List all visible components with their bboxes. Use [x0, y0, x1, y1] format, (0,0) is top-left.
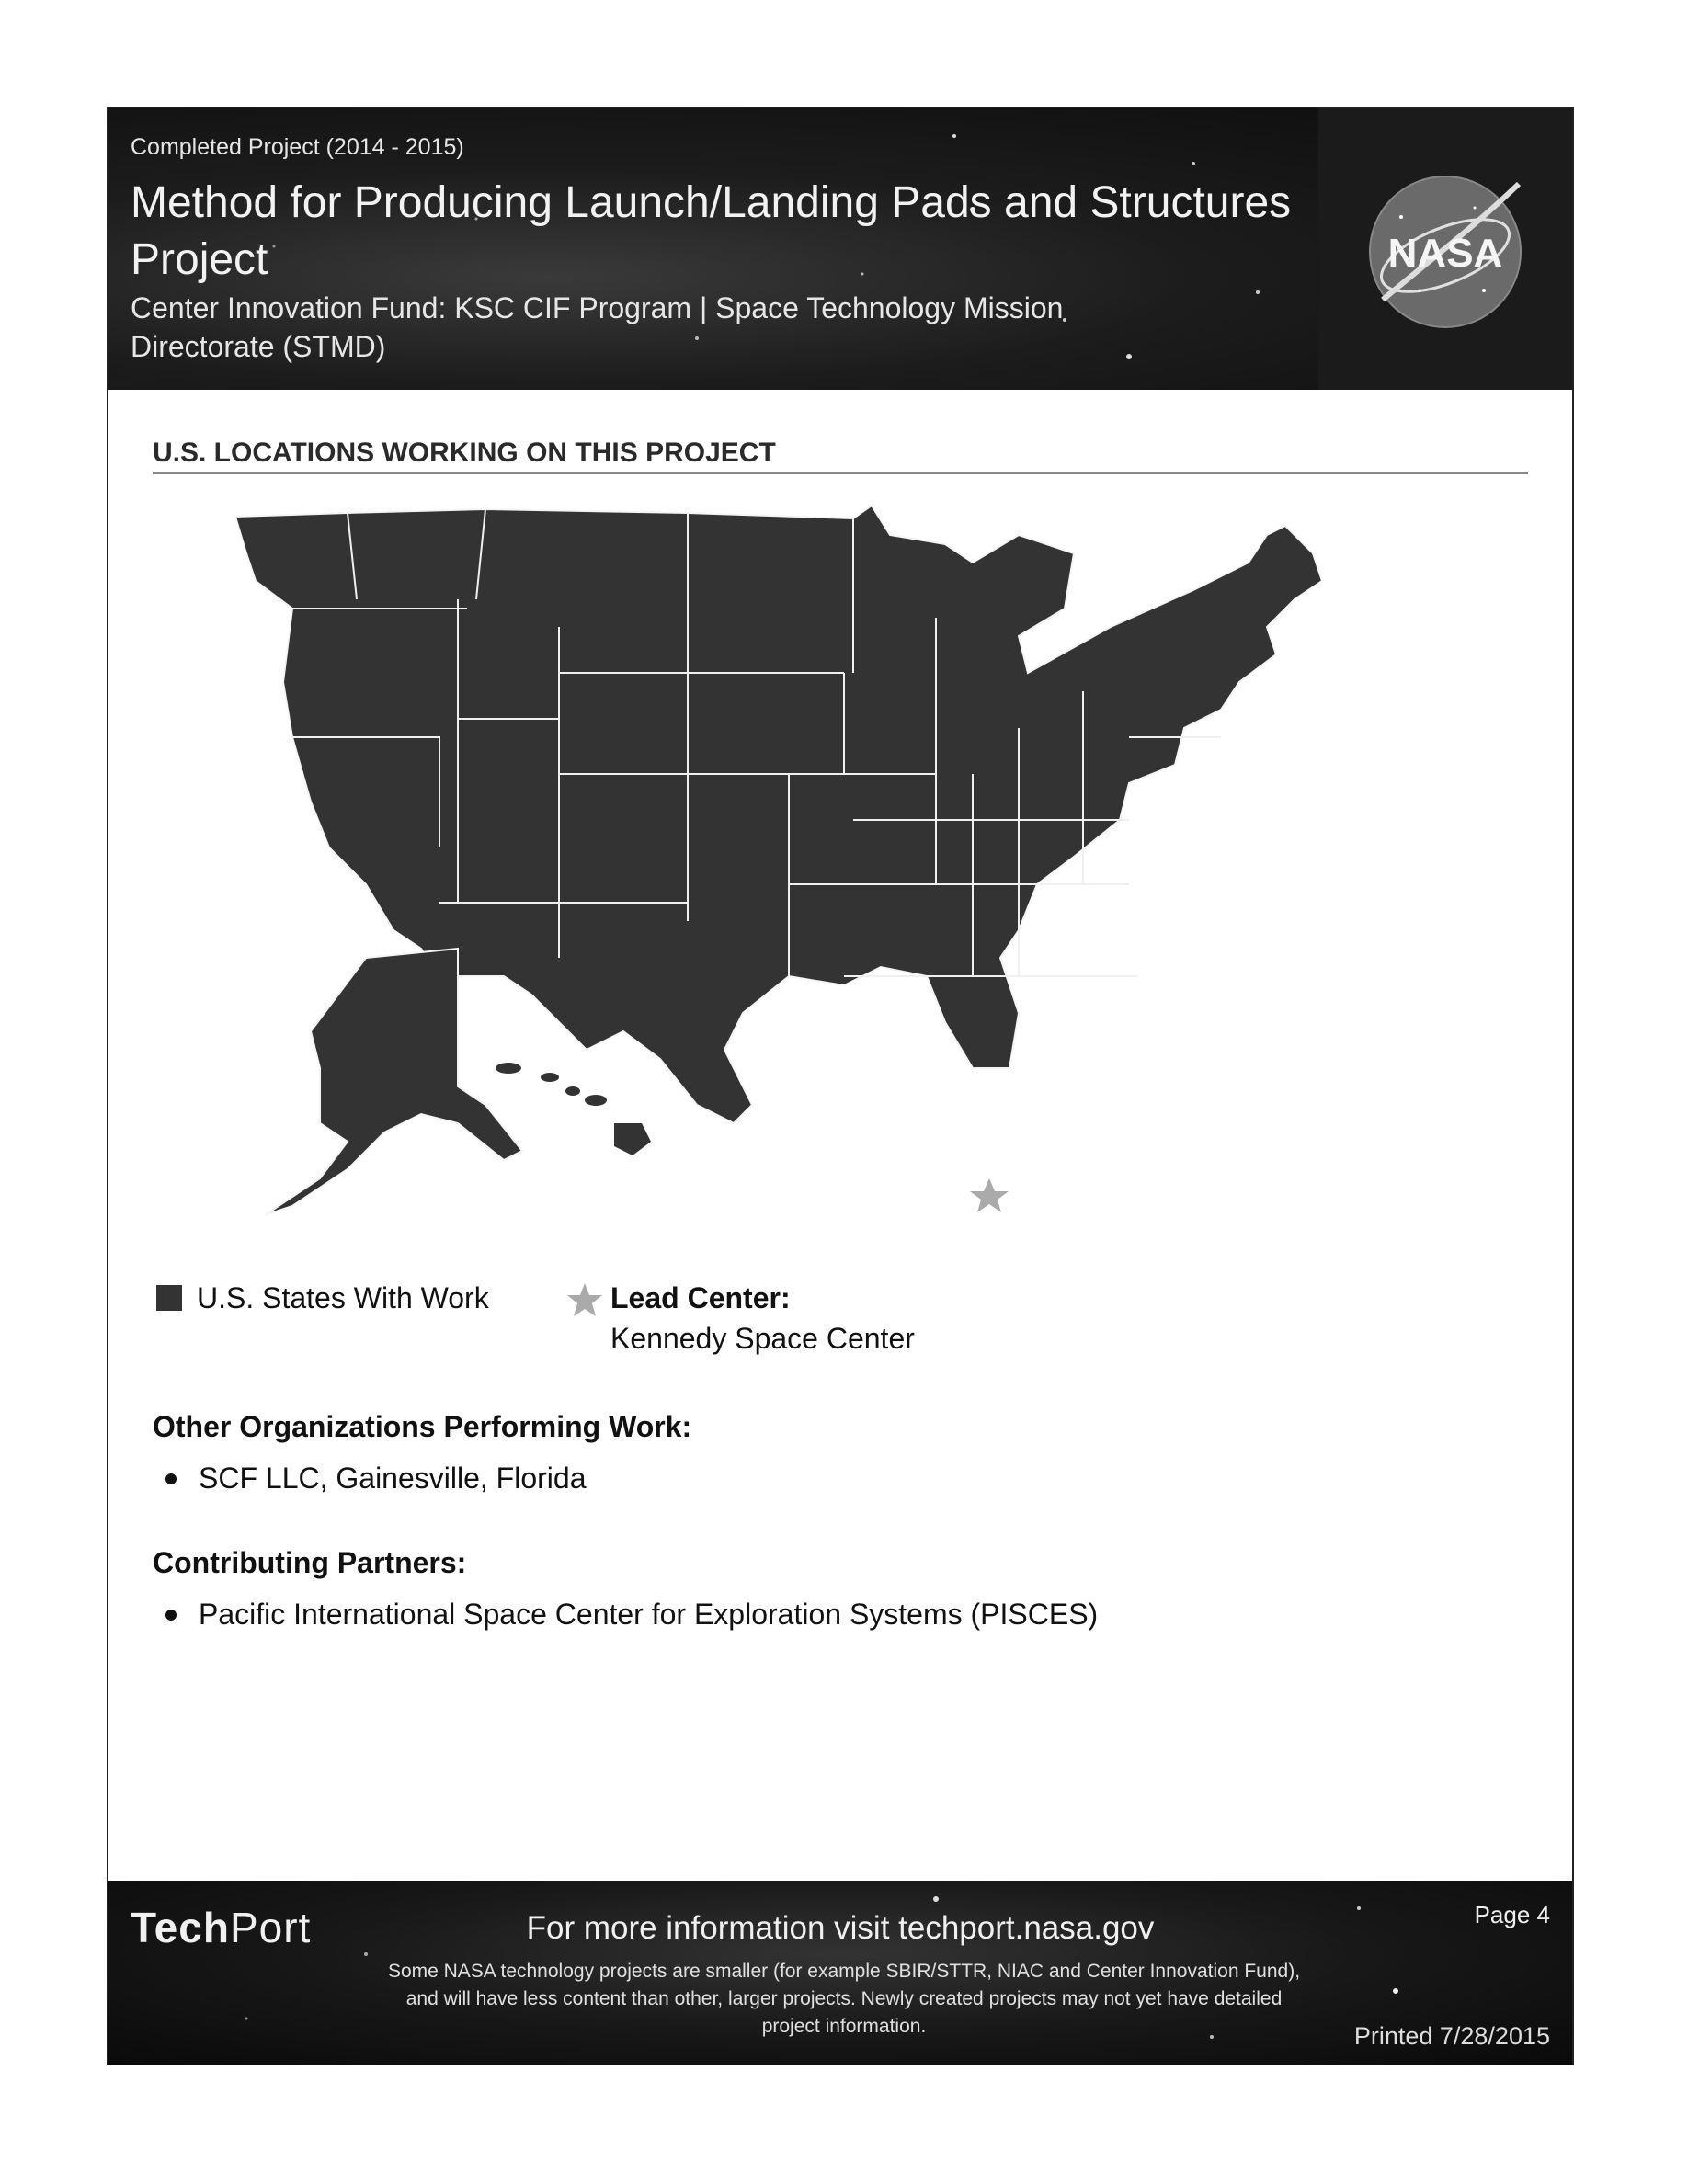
lead-center-marker-icon — [970, 1178, 1009, 1212]
footer-note: Some NASA technology projects are smaller (for example SBIR/STTR, NIAC and Center Innovation Fund), and will have less content than other, larger projects. Newly created projects may not yet have detailed project information. — [387, 1961, 1301, 2037]
alaska-shape — [265, 949, 522, 1215]
project-status: Completed Project (2014 - 2015) — [131, 134, 464, 160]
contributing-partners-heading: Contributing Partners: — [153, 1546, 467, 1579]
legend-states-label: U.S. States With Work — [197, 1281, 489, 1314]
techport-logo-port: Port — [229, 1904, 312, 1951]
techport-logo-tech: Tech — [131, 1904, 230, 1951]
header-banner — [108, 108, 1572, 390]
partners-list — [153, 1596, 1098, 1632]
other-organizations-heading: Other Organizations Performing Work: — [153, 1410, 692, 1443]
list-item: Pacific International Space Center for Exploration Systems (PISCES) — [153, 1596, 1098, 1632]
printed-date: Printed 7/28/2015 — [1353, 2022, 1550, 2050]
legend-square-icon — [156, 1285, 182, 1311]
page-title: Method for Producing Launch/Landing Pads and Structures Project — [131, 178, 1292, 284]
us-locations-map — [210, 498, 1405, 1270]
footer-banner — [108, 1881, 1572, 2065]
star-icon — [566, 1281, 603, 1318]
list-item: SCF LLC, Gainesville, Florida — [153, 1460, 586, 1496]
page-number: Page 4 — [1474, 1901, 1550, 1928]
nasa-logo-text: NASA — [1387, 231, 1503, 276]
program-subtitle: Center Innovation Fund: KSC CIF Program | Space Technology Mission Directorate (STMD) — [131, 291, 1064, 363]
organizations-list — [153, 1460, 586, 1496]
more-info-text: For more information visit techport.nasa.gov — [526, 1910, 1155, 1946]
nasa-logo-icon — [1364, 171, 1526, 333]
lead-center-label: Lead Center: — [610, 1281, 791, 1314]
nasa-logo-panel — [1318, 108, 1572, 390]
page-frame — [107, 107, 1574, 2065]
hawaii-shape — [496, 1063, 651, 1155]
lead-center-name: Kennedy Space Center — [610, 1322, 915, 1355]
locations-heading: U.S. LOCATIONS WORKING ON THIS PROJECT — [153, 438, 1528, 474]
